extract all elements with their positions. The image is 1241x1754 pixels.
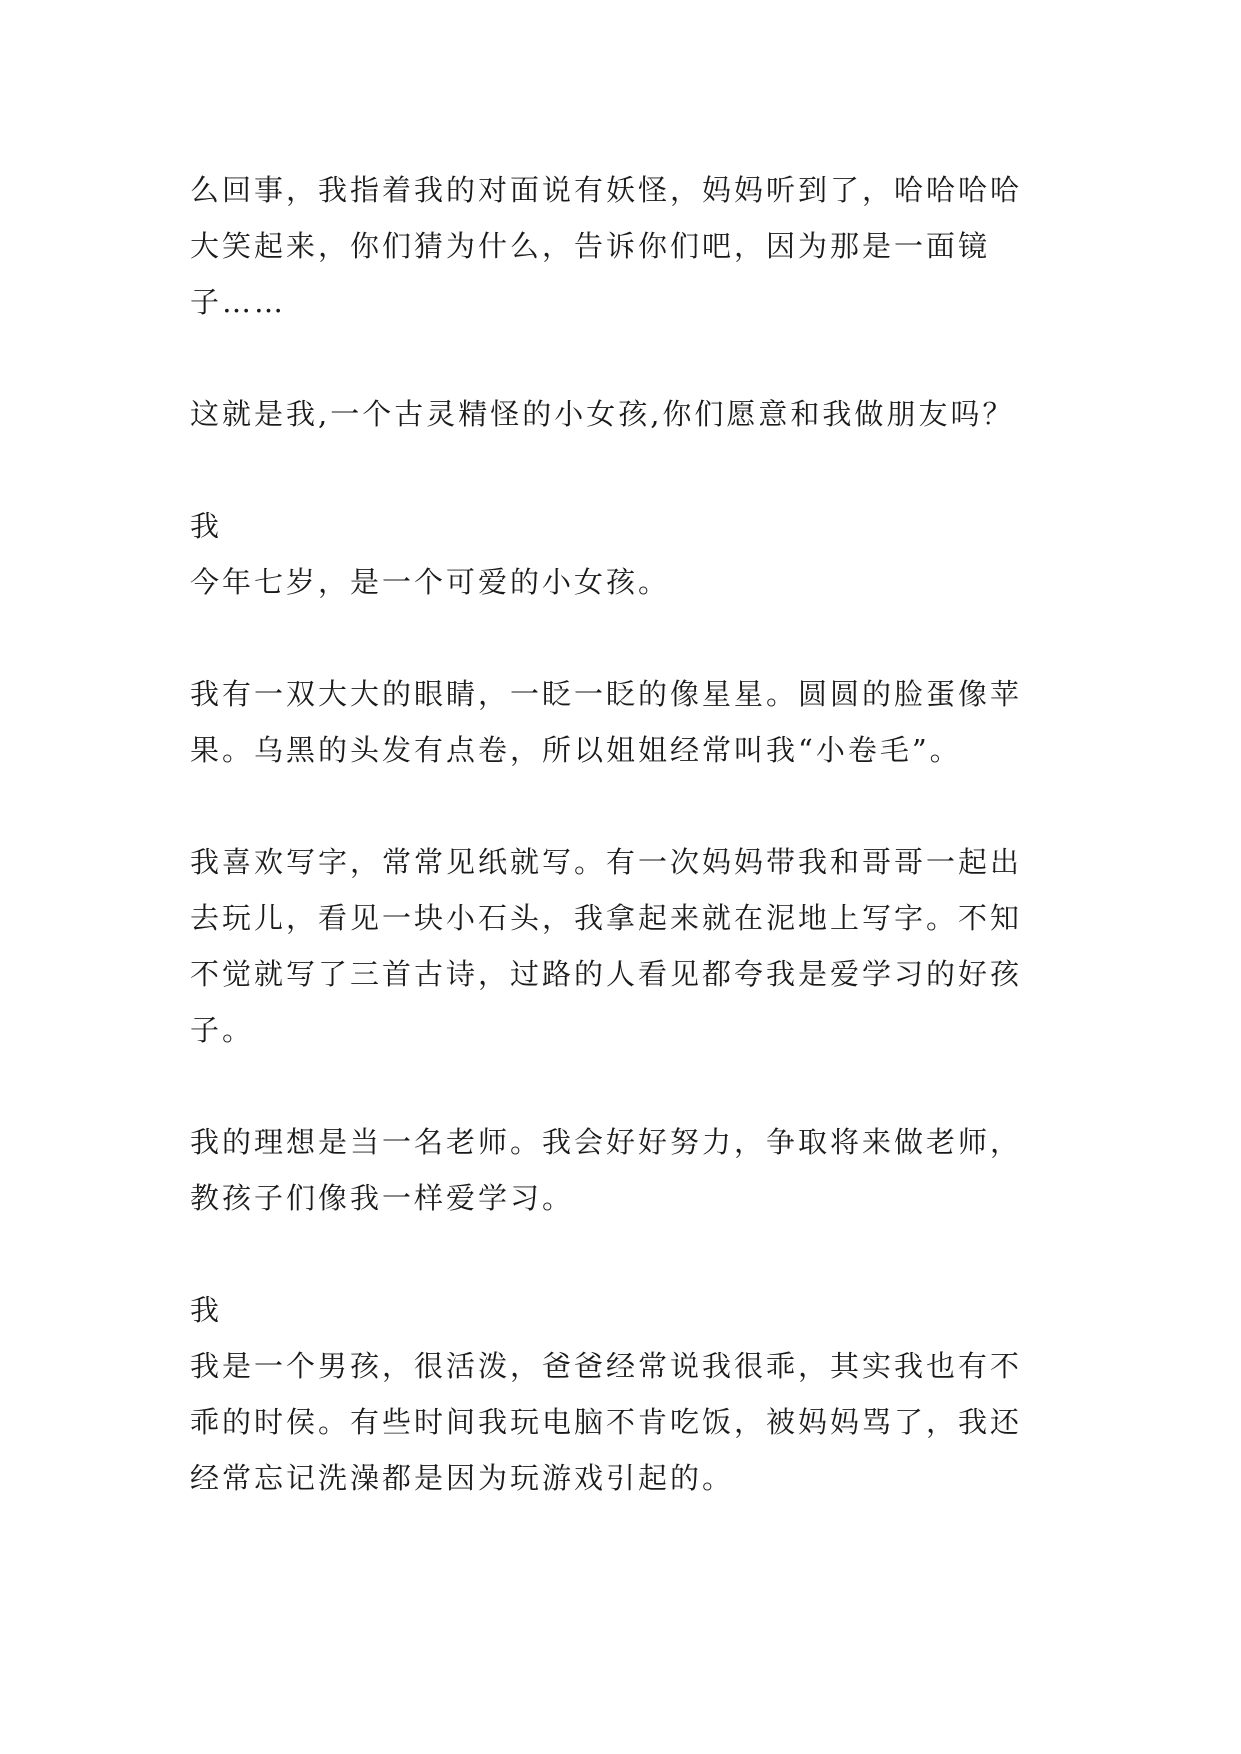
- text-line: 经常忘记洗澡都是因为玩游戏引起的。: [190, 1461, 735, 1495]
- text-line: 今年七岁，是一个可爱的小女孩。: [190, 565, 671, 599]
- paragraph-gap: [190, 610, 1070, 666]
- paragraph: [190, 386, 1070, 442]
- text-line: 我是一个男孩，很活泼，爸爸经常说我很乖，其实我也有不: [190, 1349, 1023, 1383]
- paragraph: [190, 1338, 1070, 1506]
- paragraph: [190, 666, 1070, 778]
- text-line: 子……: [190, 285, 287, 319]
- paragraph-gap: [190, 778, 1070, 834]
- text-line: 果。乌黑的头发有点卷，所以姐姐经常叫我“小卷毛”。: [190, 733, 962, 767]
- paragraph: [190, 162, 1070, 330]
- text-line: 我喜欢写字，常常见纸就写。有一次妈妈带我和哥哥一起出: [190, 845, 1023, 879]
- text-line: 大笑起来，你们猜为什么，告诉你们吧，因为那是一面镜: [190, 229, 991, 263]
- paragraph: [190, 834, 1070, 1058]
- section-heading: [190, 498, 1070, 554]
- paragraph-gap: [190, 1226, 1070, 1282]
- paragraph-gap: [190, 442, 1070, 498]
- document-body: [190, 162, 1070, 1506]
- text-line: 我: [190, 1293, 223, 1327]
- text-line: 么回事，我指着我的对面说有妖怪，妈妈听到了，哈哈哈哈: [190, 173, 1023, 207]
- text-line: 我的理想是当一名老师。我会好好努力，争取将来做老师，: [190, 1125, 1023, 1159]
- text-line: 我: [190, 509, 223, 543]
- paragraph: [190, 1114, 1070, 1226]
- text-line: 子。: [190, 1013, 255, 1047]
- section-heading: [190, 1282, 1070, 1338]
- paragraph: [190, 554, 1070, 610]
- paragraph-gap: [190, 330, 1070, 386]
- text-line: 教孩子们像我一样爱学习。: [190, 1181, 575, 1215]
- text-line: 乖的时侯。有些时间我玩电脑不肯吃饭，被妈妈骂了，我还: [190, 1405, 1023, 1439]
- text-line: 去玩儿，看见一块小石头，我拿起来就在泥地上写字。不知: [190, 901, 1023, 935]
- text-line: 我有一双大大的眼睛，一眨一眨的像星星。圆圆的脸蛋像苹: [190, 677, 1023, 711]
- paragraph-gap: [190, 1058, 1070, 1114]
- text-line: 这就是我,一个古灵精怪的小女孩,你们愿意和我做朋友吗？: [190, 397, 1015, 431]
- text-line: 不觉就写了三首古诗，过路的人看见都夸我是爱学习的好孩: [190, 957, 1023, 991]
